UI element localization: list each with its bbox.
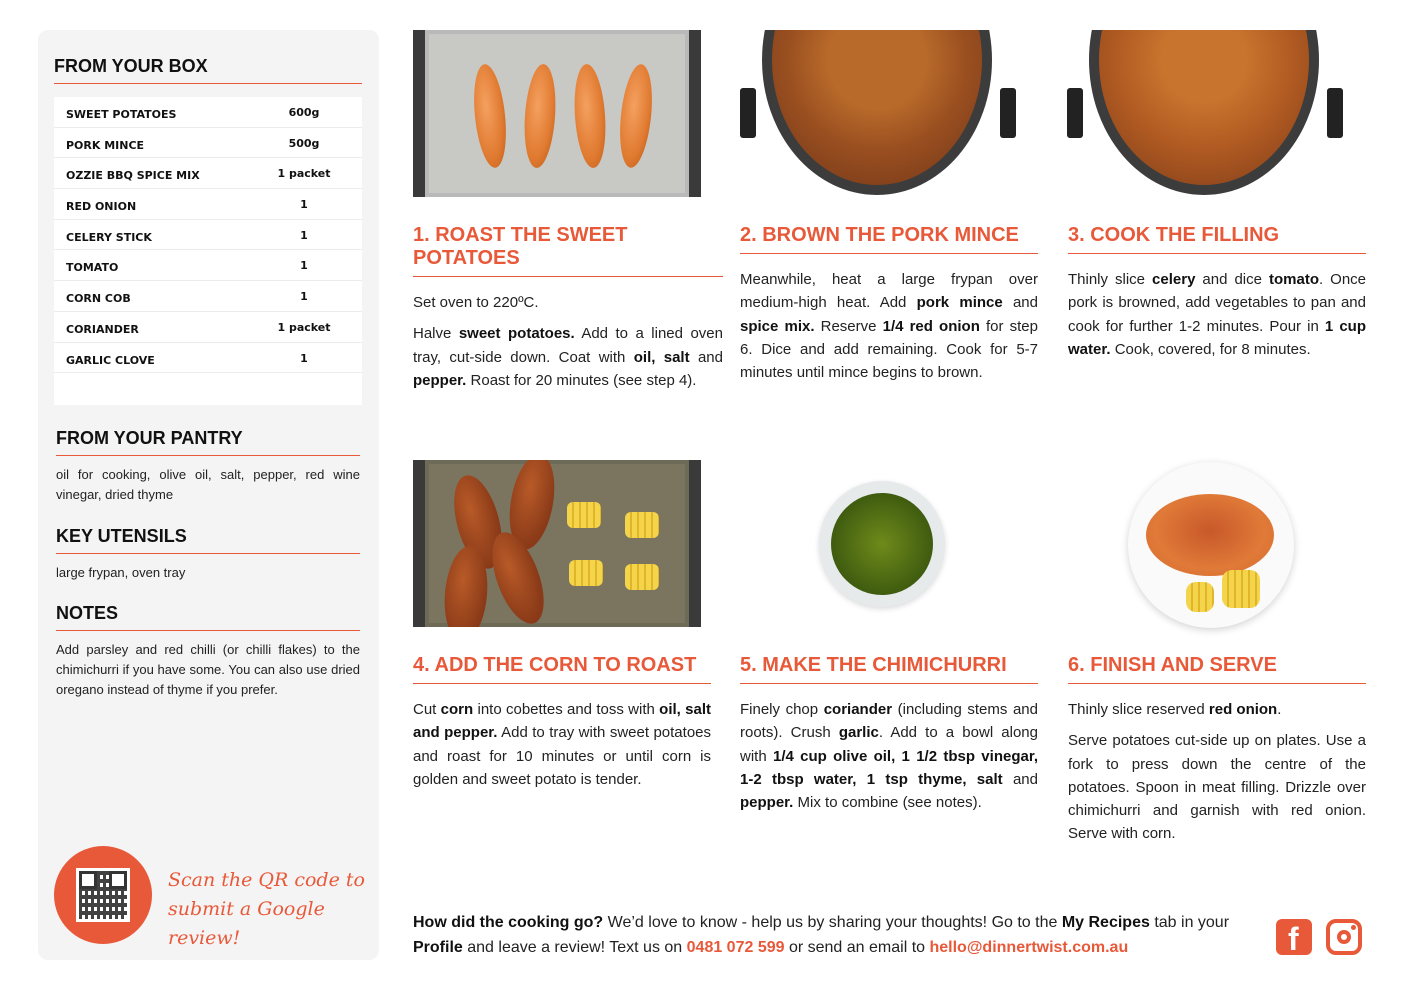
sidebar xyxy=(38,30,379,960)
utensils-text: large frypan, oven tray xyxy=(56,565,186,580)
ingredient-row xyxy=(54,97,362,128)
qr-code[interactable] xyxy=(54,846,152,944)
step-text-bold: sweet potatoes. xyxy=(458,325,575,343)
step-text-bold: pork mince xyxy=(916,294,1003,312)
ingredient-name: TOMATO xyxy=(66,261,119,275)
ingredient-row xyxy=(54,220,362,251)
step-text-run: . xyxy=(1277,701,1282,718)
step-title: 4. ADD THE CORN TO ROAST xyxy=(413,654,711,684)
step-6 xyxy=(1068,654,1366,854)
notes-section xyxy=(56,603,360,700)
step-text-run: into cobettes and toss with xyxy=(473,701,660,718)
step-text-bold: red onion xyxy=(1208,701,1278,718)
ingredient-name: PORK MINCE xyxy=(66,138,145,152)
qr-review-text: Scan the QR code to submit a Google review! xyxy=(168,869,365,949)
step-text-run: Mix to combine (see notes). xyxy=(793,794,982,812)
footer-text: How did the cooking go? xyxy=(413,914,604,931)
step-text-run: Meanwhile, heat a large frypan over medium-high heat. Add xyxy=(740,271,1038,312)
ingredient-name: CORIANDER xyxy=(66,322,139,336)
step-text-run: . Add to a bowl along with xyxy=(740,724,1038,765)
step-text-bold: garlic xyxy=(838,724,879,742)
ingredients-table xyxy=(54,97,362,405)
step-text-run: Thinly slice reserved xyxy=(1068,701,1209,718)
ingredient-qty: 1 xyxy=(300,228,308,242)
step-text xyxy=(413,322,723,392)
step-3 xyxy=(1068,224,1366,369)
step-text xyxy=(413,291,723,314)
step-5 xyxy=(740,654,1038,822)
step-text-run: Add to a lined oven tray, cut-side down. Coat with xyxy=(413,325,723,366)
facebook-icon[interactable] xyxy=(1276,919,1312,955)
ingredient-row xyxy=(54,312,362,343)
step-text-run: and xyxy=(689,348,723,366)
utensils-section xyxy=(56,526,360,583)
step-text xyxy=(1068,729,1366,845)
ingredient-row xyxy=(54,250,362,281)
photo-brown-pork-mince xyxy=(740,30,1020,197)
pantry-text: oil for cooking, olive oil, salt, pepper, red wine vinegar, dried thyme xyxy=(56,467,360,502)
contact-link[interactable]: hello@dinnertwist.com.au xyxy=(929,939,1129,956)
ingredient-name: RED ONION xyxy=(66,200,137,214)
step-text-run: Thinly slice xyxy=(1068,271,1153,288)
step-text-run: and dice xyxy=(1195,271,1269,288)
step-text-run: Roast for 20 minutes (see step 4). xyxy=(466,371,697,389)
pantry-heading: FROM YOUR PANTRY xyxy=(56,428,360,456)
notes-heading: NOTES xyxy=(56,603,360,631)
step-text-run: Cut xyxy=(413,701,441,718)
footer-text: We’d love to know - help us by sharing your thoughts! Go to the xyxy=(603,914,1062,931)
step-text xyxy=(1068,698,1366,721)
ingredient-name: CORN COB xyxy=(66,292,131,306)
step-text-run: for step 6. Dice and add remaining. Cook for 5-7 minutes until mince begins to brown. xyxy=(740,317,1038,382)
utensils-heading: KEY UTENSILS xyxy=(56,526,360,554)
ingredient-name: CELERY STICK xyxy=(66,230,152,244)
step-text-run: Set oven to 220ºC. xyxy=(413,294,539,311)
step-text-run: Halve xyxy=(413,325,459,343)
step-title: 3. COOK THE FILLING xyxy=(1068,224,1366,254)
ingredient-qty: 1 xyxy=(300,351,308,365)
photo-roast-sweet-potatoes xyxy=(413,30,701,197)
step-title: 1. ROAST THE SWEET POTATOES xyxy=(413,224,723,277)
step-text-run: and xyxy=(1002,294,1038,312)
ingredient-row xyxy=(54,128,362,159)
ingredient-qty: 1 xyxy=(300,259,308,273)
step-text-bold: oil, salt xyxy=(633,348,690,366)
step-text-bold: oil, salt and pepper. xyxy=(413,701,711,742)
qr-code-icon xyxy=(76,868,130,922)
contact-link[interactable]: 0481 072 599 xyxy=(686,939,785,956)
step-text xyxy=(740,268,1038,384)
step-text-bold: celery xyxy=(1152,271,1196,288)
step-text xyxy=(1068,268,1366,361)
instagram-icon[interactable] xyxy=(1326,919,1362,955)
footer-text: or send an email to xyxy=(784,939,930,956)
ingredient-qty: 1 packet xyxy=(277,320,331,334)
step-2 xyxy=(740,224,1038,392)
step-text-bold: 1 cup water. xyxy=(1068,317,1366,358)
footer-text: My Recipes xyxy=(1061,914,1150,931)
step-text-bold: tomato xyxy=(1268,271,1319,288)
step-title: 2. BROWN THE PORK MINCE xyxy=(740,224,1038,254)
step-text xyxy=(740,698,1038,814)
step-title: 5. MAKE THE CHIMICHURRI xyxy=(740,654,1038,684)
step-text-bold: pepper. xyxy=(740,794,794,812)
step-text-bold: corn xyxy=(440,701,474,718)
step-text-bold: pepper. xyxy=(413,371,467,389)
ingredient-row xyxy=(54,343,362,374)
step-text-bold: 1/4 cup olive oil, 1 1/2 tbsp vinegar, 1-2 tbsp water, 1 tsp thyme, salt xyxy=(740,747,1039,788)
step-text-run: Finely chop xyxy=(740,701,824,718)
step-text-run: . Once pork is browned, add vegetables to pan and cook for further 1-2 minutes. Pour in xyxy=(1068,271,1367,335)
step-text-run: and xyxy=(1002,770,1038,788)
photo-cook-filling xyxy=(1067,30,1347,197)
ingredient-qty: 500g xyxy=(288,136,320,150)
step-text-bold: coriander xyxy=(823,701,893,718)
step-text-run: (including stems and roots). Crush xyxy=(740,701,1038,742)
ingredient-row xyxy=(54,281,362,312)
ingredient-qty: 1 packet xyxy=(277,167,331,181)
photo-chimichurri xyxy=(819,481,945,607)
footer-text: tab in your xyxy=(1149,914,1230,931)
step-text xyxy=(413,698,711,791)
step-text-run: Serve potatoes cut-side up on plates. Use a fork to press down the centre of the potatoes. Spoon in meat filling. Drizzle over chimichurri and garnish with red onion. Serve with corn. xyxy=(1068,732,1366,843)
facebook-glyph: f xyxy=(1288,921,1299,957)
ingredient-name: GARLIC CLOVE xyxy=(66,353,155,367)
footer-text: and leave a review! Text us on xyxy=(462,939,687,956)
ingredient-name: OZZIE BBQ SPICE MIX xyxy=(66,169,200,183)
pantry-section xyxy=(56,428,360,505)
step-text-bold: 1/4 red onion xyxy=(882,317,980,335)
ingredient-qty: 1 xyxy=(300,290,308,304)
step-title: 6. FINISH AND SERVE xyxy=(1068,654,1366,684)
step-4 xyxy=(413,654,711,799)
feedback-footer xyxy=(413,910,1263,960)
step-text-run: Cook, covered, for 8 minutes. xyxy=(1110,340,1311,358)
ingredient-row xyxy=(54,158,362,189)
ingredient-row xyxy=(54,189,362,220)
ingredient-qty: 600g xyxy=(288,106,320,119)
from-your-box-heading: FROM YOUR BOX xyxy=(54,56,362,84)
ingredient-name: SWEET POTATOES xyxy=(66,108,177,121)
photo-corn-roast xyxy=(413,460,701,627)
photo-finish-serve xyxy=(1128,462,1294,628)
notes-text: Add parsley and red chilli (or chilli flakes) to the chimichurri if you have some. You can also use dried oregano instead of thyme if you prefer. xyxy=(56,642,360,697)
footer-text: Profile xyxy=(413,939,463,956)
step-text-run: Reserve xyxy=(814,317,883,335)
step-text-bold: spice mix. xyxy=(740,317,815,335)
step-1 xyxy=(413,224,723,400)
step-text-run: Add to tray with sweet potatoes and roast for 10 minutes or until corn is golden and sweet potato is tender. xyxy=(413,724,711,788)
ingredient-qty: 1 xyxy=(300,198,308,212)
